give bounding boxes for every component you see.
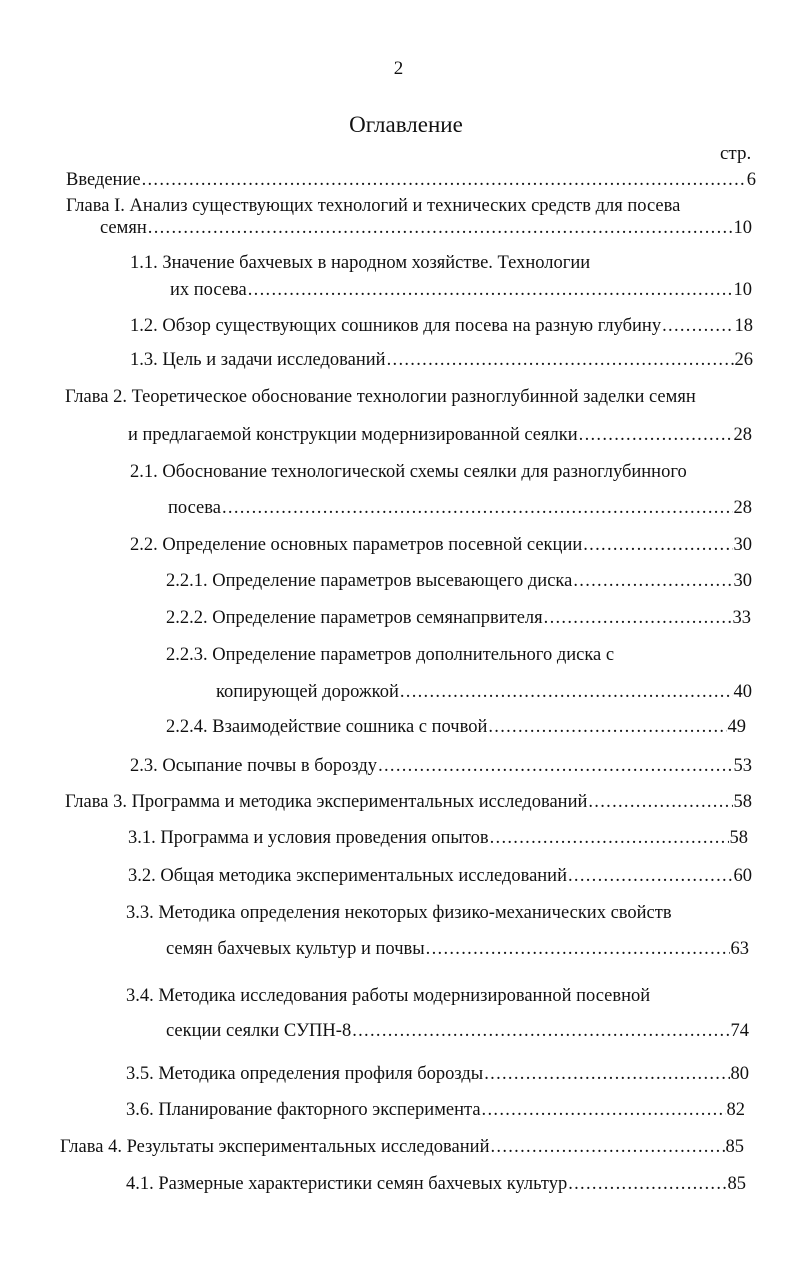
toc-entry: 2.1. Обоснование технологической схемы сеялки для разноглубинного: [130, 462, 687, 482]
page-column-label: стр.: [720, 143, 752, 164]
toc-entry: 4.1. Размерные характеристики семян бахчевых культур ..... 85: [126, 1175, 746, 1194]
toc-entry: 2.2.3. Определение параметров дополнительного диска с: [166, 645, 615, 665]
toc-entry: семян ..... 10: [100, 219, 752, 238]
toc-entry: посева ..... 28: [168, 499, 752, 518]
toc-entry: семян бахчевых культур и почвы ..... 63: [166, 940, 749, 959]
toc-entry: 1.3. Цель и задачи исследований ..... 26: [130, 351, 753, 370]
toc-entry: 2.2.4. Взаимодействие сошника с почвой ..... 49: [166, 718, 746, 737]
toc-entry: Введение ..... 6: [66, 171, 756, 190]
page-number: 2: [393, 58, 404, 79]
toc-title: Оглавление: [349, 112, 463, 137]
toc-entry: Глава 3. Программа и методика экспериментальных исследований ..... 58: [65, 793, 752, 812]
toc-entry: 3.3. Методика определения некоторых физико-механических свойств: [126, 903, 672, 923]
toc-entry: их посева ..... 10: [170, 281, 752, 300]
toc-entry: копирующей дорожкой ..... 40: [216, 683, 752, 702]
toc-entry: 3.5. Методика определения профиля борозды ..... 80: [126, 1065, 749, 1084]
toc-entry: Глава 2. Теоретическое обоснование технологии разноглубинной заделки семян: [65, 387, 696, 407]
toc-entry: Глава I. Анализ существующих технологий и технических средств для посева: [66, 196, 681, 216]
toc-entry: 2.2.2. Определение параметров семянапрвителя ..... 33: [166, 609, 751, 628]
toc-entry: секции сеялки СУПН-8 ..... 74: [166, 1022, 749, 1041]
toc-entry: Глава 4. Результаты экспериментальных исследований ..... 85: [60, 1138, 744, 1157]
toc-entry: и предлагаемой конструкции модернизированной сеялки ..... 28: [128, 426, 752, 445]
toc-entry: 3.2. Общая методика экспериментальных исследований ..... 60: [128, 867, 752, 886]
toc-entry: 2.3. Осыпание почвы в борозду ..... 53: [130, 757, 752, 776]
toc-entry: 2.2. Определение основных параметров посевной секции ..... 30: [130, 536, 752, 555]
toc-entry: 1.1. Значение бахчевых в народном хозяйстве. Технологии: [130, 253, 591, 273]
toc-entry: 1.2. Обзор существующих сошников для посева на разную глубину ..... 18: [130, 317, 753, 336]
toc-entry: 3.1. Программа и условия проведения опытов ..... 58: [128, 829, 748, 848]
toc-entry: 2.2.1. Определение параметров высевающего диска ..... 30: [166, 572, 752, 591]
toc-entry: 3.4. Методика исследования работы модернизированной посевной: [126, 986, 651, 1006]
toc-entry: 3.6. Планирование факторного эксперимента ..... 82: [126, 1101, 745, 1120]
